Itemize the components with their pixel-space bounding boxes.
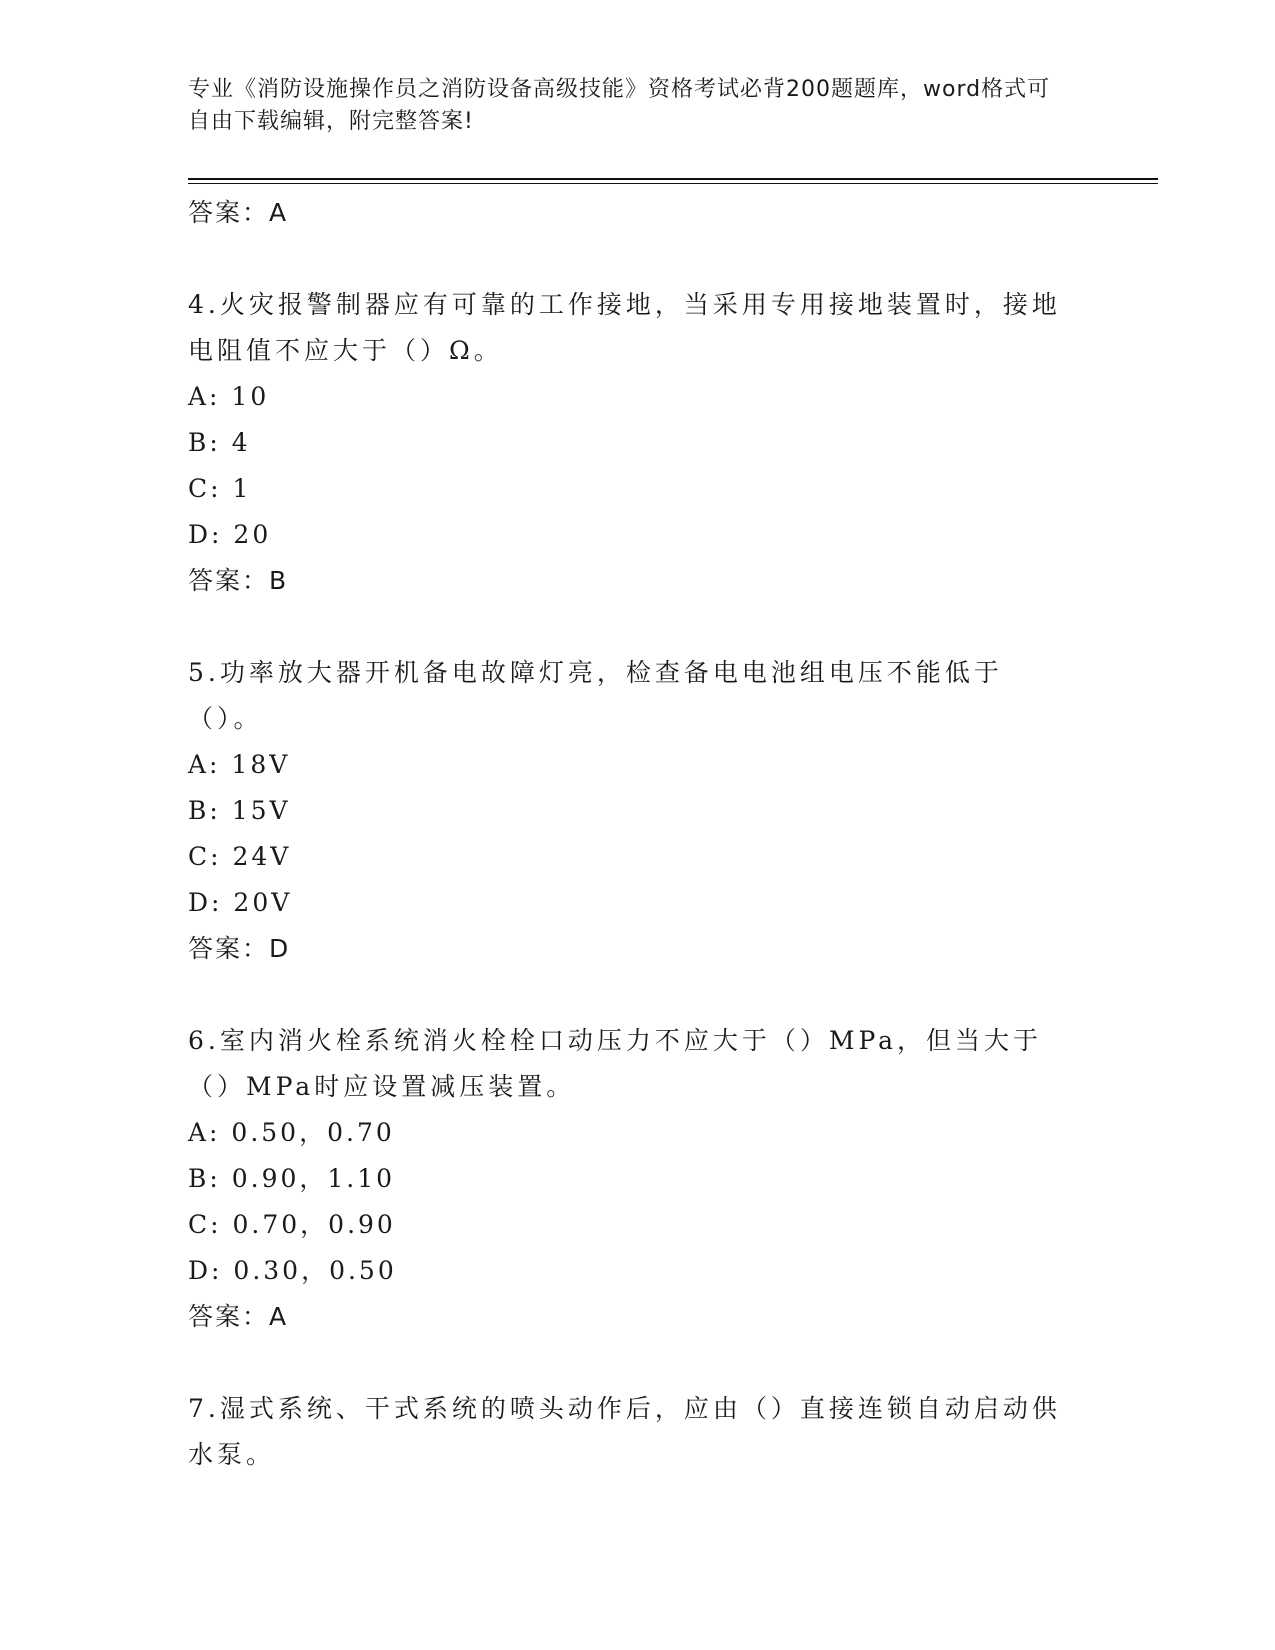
option-a: A: 18V xyxy=(188,750,291,779)
question-answer: 答案：D xyxy=(188,934,291,963)
option-a: A: 10 xyxy=(188,382,270,411)
question-stem: 6.室内消火栓系统消火栓栓口动压力不应大于（）MPa，但当大于（）MPa时应设置减压装置。 xyxy=(188,1026,1043,1101)
option-d: D: 0.30，0.50 xyxy=(188,1256,397,1285)
page-header: 专业《消防设施操作员之消防设备高级技能》资格考试必背200题题库，word格式可自由下载编辑，附完整答案! xyxy=(188,77,1051,134)
option-a: A: 0.50，0.70 xyxy=(188,1118,395,1147)
header-rule-thick xyxy=(188,178,1158,180)
question-answer: 答案：B xyxy=(188,566,289,595)
option-b: B: 0.90，1.10 xyxy=(188,1164,396,1193)
option-c: C: 0.70，0.90 xyxy=(188,1210,396,1239)
option-d: D: 20 xyxy=(188,520,272,549)
question-stem: 7.湿式系统、干式系统的喷头动作后，应由（）直接连锁自动启动供水泵。 xyxy=(188,1394,1061,1469)
question-list xyxy=(188,190,1088,1478)
question-4 xyxy=(188,282,1088,604)
question-5 xyxy=(188,650,1088,972)
question-stem: 4.火灾报警制器应有可靠的工作接地，当采用专用接地装置时，接地电阻值不应大于（）Ω。 xyxy=(188,290,1061,365)
previous-answer: 答案：A xyxy=(188,198,289,227)
option-d: D: 20V xyxy=(188,888,293,917)
header-rule-thin xyxy=(188,183,1158,184)
option-b: B: 4 xyxy=(188,428,251,457)
question-answer: 答案：A xyxy=(188,1302,289,1331)
question-6 xyxy=(188,1018,1088,1340)
option-b: B: 15V xyxy=(188,796,291,825)
option-c: C: 1 xyxy=(188,474,252,503)
question-stem: 5.功率放大器开机备电故障灯亮，检查备电电池组电压不能低于（）。 xyxy=(188,658,1003,733)
question-7 xyxy=(188,1386,1088,1478)
option-c: C: 24V xyxy=(188,842,292,871)
